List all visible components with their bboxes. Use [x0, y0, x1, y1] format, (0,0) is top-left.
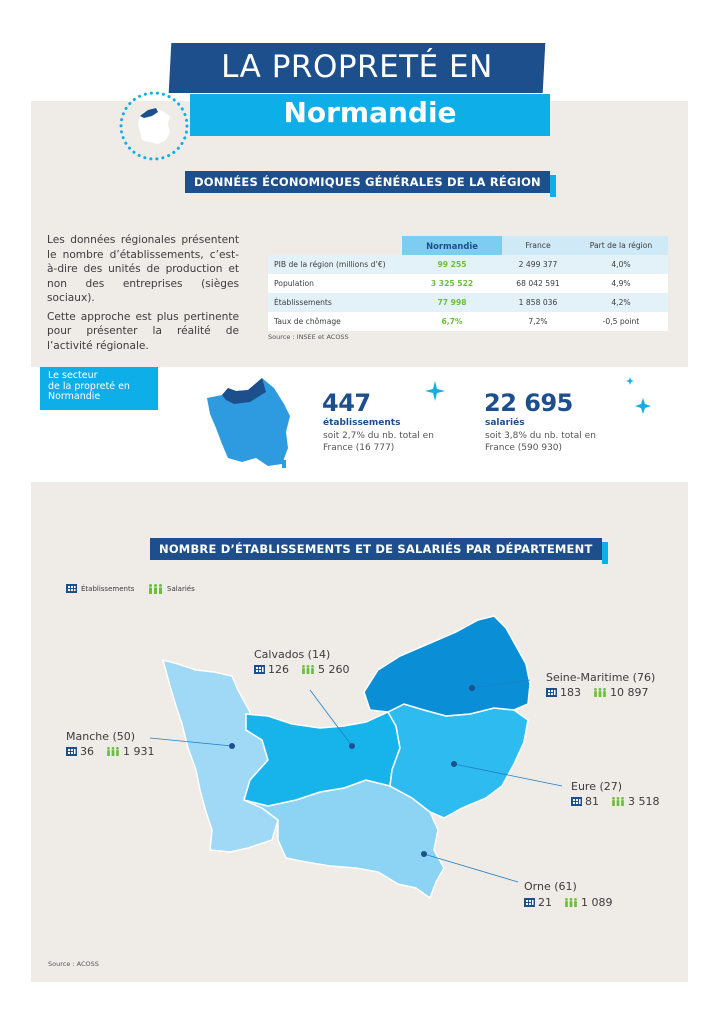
intro-paragraph-1: Les données régionales présentent le nombre d’établissements, c’est-à-dire des unités de production et non des entreprises (sièges sociaux).	[47, 234, 239, 304]
table-cell-label: Établissements	[268, 293, 402, 312]
map-dept-seine-maritime	[364, 616, 530, 716]
dept-etab-seine-maritime: 183	[560, 686, 581, 699]
page-title-region: Normandie	[283, 96, 457, 129]
dept-name-manche: Manche (50)	[66, 730, 136, 743]
sector-tag-line2: de la propreté en	[48, 380, 130, 392]
table-cell-label: Population	[268, 274, 402, 293]
people-icon	[106, 747, 120, 756]
table-cell-part: 4,0%	[574, 255, 668, 274]
dept-etab-manche: 36	[80, 745, 94, 758]
dept-sal-calvados: 5 260	[318, 663, 350, 676]
building-icon	[571, 797, 582, 806]
etab-label: établissements	[323, 418, 401, 428]
dept-values-calvados	[254, 663, 350, 676]
table-cell-region: 6,7%	[402, 312, 502, 331]
dept-sal-seine-maritime: 10 897	[610, 686, 649, 699]
sal-label: salariés	[485, 418, 525, 428]
dept-etab-eure: 81	[585, 795, 599, 808]
etab-count: 447	[322, 389, 371, 417]
sector-tag-line3: Normandie	[48, 391, 101, 402]
etab-subtext-line1: soit 2,7% du nb. total en	[323, 431, 434, 441]
table-cell-france: 2 499 377	[502, 255, 574, 274]
dept-name-eure: Eure (27)	[571, 780, 623, 793]
building-icon	[254, 665, 265, 674]
table-cell-region: 77 998	[402, 293, 502, 312]
section-title-departments: NOMBRE D’ÉTABLISSEMENTS ET DE SALARIÉS PAR DÉPARTEMENT	[150, 538, 602, 560]
section-title-economic: DONNÉES ÉCONOMIQUES GÉNÉRALES DE LA RÉGION	[185, 171, 550, 193]
legend-sal-label: Salariés	[167, 585, 195, 593]
building-icon	[546, 688, 557, 697]
table-header-france: France	[502, 236, 574, 255]
dept-sal-manche: 1 931	[123, 745, 155, 758]
sector-tag-line1: Le secteur	[48, 370, 98, 381]
dept-values-manche	[66, 745, 155, 758]
table-cell-region: 99 255	[402, 255, 502, 274]
dept-values-eure	[571, 795, 660, 808]
dept-sal-orne: 1 089	[581, 896, 613, 909]
sal-subtext-line1: soit 3,8% du nb. total en	[485, 431, 596, 441]
people-icon	[611, 797, 625, 806]
sal-count: 22 695	[484, 389, 573, 417]
sal-subtext-line2: France (590 930)	[485, 443, 563, 453]
table-header-part: Part de la région	[574, 236, 668, 255]
table-cell-label: PIB de la région (millions d’€)	[268, 255, 402, 274]
table-cell-part: -0,5 point	[574, 312, 668, 331]
table-cell-part: 4,9%	[574, 274, 668, 293]
table-cell-france: 7,2%	[502, 312, 574, 331]
dept-etab-orne: 21	[538, 896, 552, 909]
dept-name-calvados: Calvados (14)	[254, 648, 331, 661]
table-cell-label: Taux de chômage	[268, 312, 402, 331]
people-icon	[564, 898, 578, 907]
table-cell-france: 1 858 036	[502, 293, 574, 312]
table-cell-part: 4,2%	[574, 293, 668, 312]
legend-etab-label: Établissements	[81, 584, 135, 593]
table-cell-region: 3 325 522	[402, 274, 502, 293]
building-icon	[524, 898, 535, 907]
page-title-line1: LA PROPRETÉ EN	[221, 49, 493, 85]
building-icon	[66, 747, 77, 756]
people-icon	[593, 688, 607, 697]
map-dept-manche	[163, 660, 278, 852]
intro-paragraph-2: Cette approche est plus pertinente pour présenter la réalité de l’activité régionale.	[47, 310, 239, 352]
table-cell-france: 68 042 591	[502, 274, 574, 293]
dept-etab-calvados: 126	[268, 663, 289, 676]
map-source: Source : ACOSS	[48, 960, 99, 968]
table-header-region: Normandie	[402, 236, 502, 255]
dept-values-seine-maritime	[546, 686, 649, 699]
dept-name-seine-maritime: Seine-Maritime (76)	[546, 671, 656, 684]
dept-name-orne: Orne (61)	[524, 880, 577, 893]
dept-values-orne	[524, 896, 613, 909]
table-source: Source : INSEE et ACOSS	[268, 333, 349, 341]
people-icon	[301, 665, 315, 674]
dept-sal-eure: 3 518	[628, 795, 660, 808]
etab-subtext-line2: France (16 777)	[323, 443, 395, 453]
